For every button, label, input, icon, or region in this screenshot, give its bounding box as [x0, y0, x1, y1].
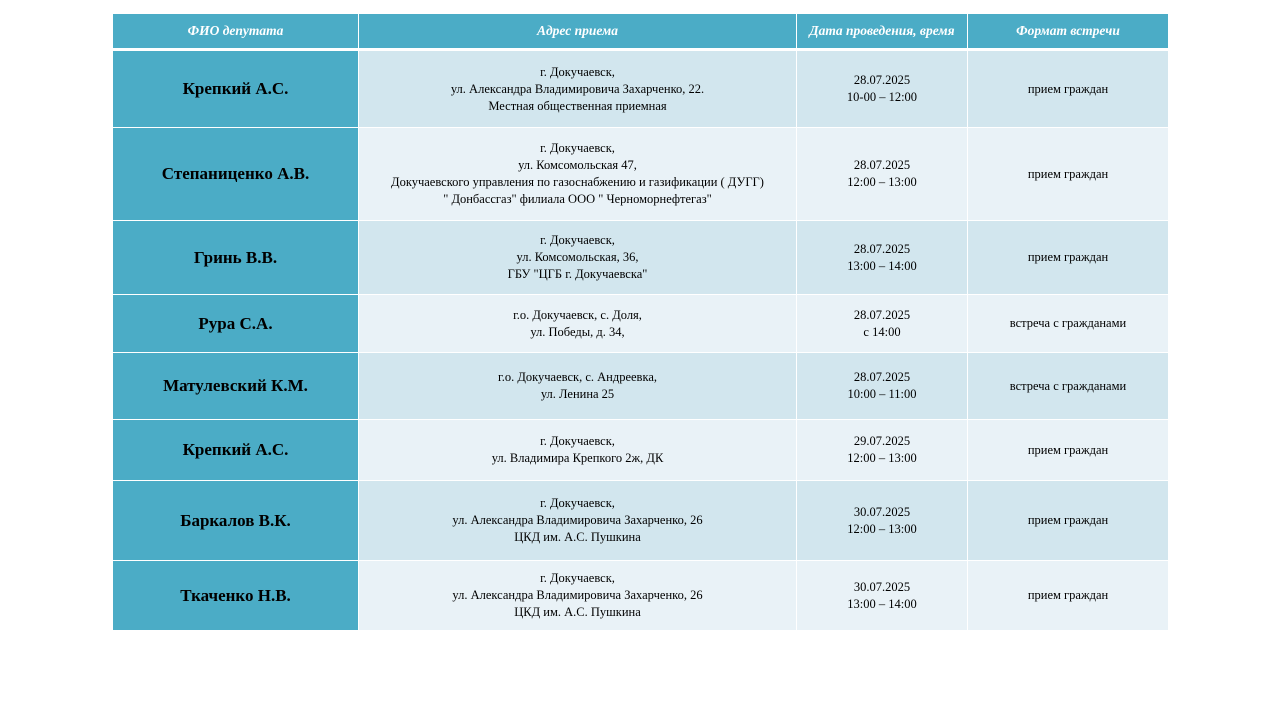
date-text: 28.07.2025	[853, 307, 911, 322]
date-text: 28.07.2025	[853, 158, 911, 172]
date-text: 30.07.2025	[853, 504, 911, 519]
table-row	[113, 128, 1169, 221]
datetime-cell	[797, 561, 968, 631]
table-row	[113, 420, 1169, 481]
datetime-cell	[797, 295, 968, 353]
address-cell	[359, 561, 797, 631]
datetime-cell	[797, 128, 968, 221]
address-line: ул. Победы, д. 34,	[530, 324, 625, 339]
address-line: ГБУ "ЦГБ г. Докучаевска"	[507, 267, 648, 281]
address-cell	[359, 295, 797, 353]
address-line: ул. Комсомольская, 36,	[516, 250, 639, 264]
address-line: ул. Ленина 25	[540, 387, 615, 401]
address-line: г. Докучаевск,	[540, 496, 615, 510]
header-format: Формат встречи	[968, 14, 1169, 50]
deputy-name: Степаниценко А.В.	[113, 128, 359, 221]
deputy-name: Рура С.А.	[113, 295, 359, 353]
deputy-name: Крепкий А.С.	[113, 50, 359, 128]
address-line: г. Докучаевск,	[540, 434, 615, 448]
address-line: г. Докучаевск,	[540, 64, 615, 79]
schedule-table	[112, 13, 1169, 631]
address-line: Местная общественная приемная	[488, 98, 667, 113]
datetime-cell	[797, 221, 968, 295]
address-line: ЦКД им. А.С. Пушкина	[514, 530, 641, 544]
time-text: 12:00 – 13:00	[847, 175, 917, 189]
address-line: г.о. Докучаевск, с. Андреевка,	[497, 370, 658, 384]
deputy-name: Гринь В.В.	[113, 221, 359, 295]
table-row	[113, 295, 1169, 353]
table-row	[113, 221, 1169, 295]
format-cell: прием граждан	[968, 420, 1169, 481]
address-cell	[359, 50, 797, 128]
time-text: 12:00 – 13:00	[847, 451, 917, 465]
deputy-name: Ткаченко Н.В.	[113, 561, 359, 631]
date-text: 28.07.2025	[853, 73, 911, 87]
deputy-name: Матулевский К.М.	[113, 353, 359, 420]
format-cell: встреча с гражданами	[968, 295, 1169, 353]
date-text: 28.07.2025	[853, 241, 911, 256]
header-datetime: Дата проведения, время	[797, 14, 968, 50]
deputy-name: Крепкий А.С.	[113, 420, 359, 481]
time-text: 13:00 – 14:00	[847, 258, 917, 273]
datetime-cell	[797, 50, 968, 128]
date-text: 30.07.2025	[853, 579, 911, 594]
address-line: г. Докучаевск,	[540, 233, 615, 247]
address-line: ул. Александра Владимировича Захарченко, 22.	[450, 81, 705, 96]
table-row	[113, 561, 1169, 631]
format-cell: прием граждан	[968, 128, 1169, 221]
address-cell	[359, 420, 797, 481]
address-cell	[359, 221, 797, 295]
table-row	[113, 481, 1169, 561]
format-cell: прием граждан	[968, 481, 1169, 561]
address-line: ул. Александра Владимировича Захарченко, 26	[452, 588, 703, 602]
time-text: 10:00 – 11:00	[847, 387, 917, 401]
address-line: г.о. Докучаевск, с. Доля,	[513, 307, 642, 322]
address-line: г. Докучаевск,	[540, 571, 615, 585]
address-cell	[359, 128, 797, 221]
address-line: ул. Александра Владимировича Захарченко, 26	[452, 513, 703, 527]
header-name: ФИО депутата	[113, 14, 359, 50]
datetime-cell	[797, 481, 968, 561]
address-cell	[359, 481, 797, 561]
address-cell	[359, 353, 797, 420]
format-cell: прием граждан	[968, 561, 1169, 631]
table-row	[113, 50, 1169, 128]
time-text: с 14:00	[863, 324, 901, 339]
format-cell: прием граждан	[968, 50, 1169, 128]
format-cell: встреча с гражданами	[968, 353, 1169, 420]
format-cell: прием граждан	[968, 221, 1169, 295]
table-header-row	[113, 14, 1169, 50]
deputy-name: Баркалов В.К.	[113, 481, 359, 561]
date-text: 29.07.2025	[853, 434, 911, 448]
address-line: Докучаевского управления по газоснабжению и газификации ( ДУГГ)	[391, 175, 764, 189]
header-address: Адрес приема	[359, 14, 797, 50]
address-line: ЦКД им. А.С. Пушкина	[514, 605, 641, 619]
time-text: 13:00 – 14:00	[847, 596, 917, 611]
time-text: 12:00 – 13:00	[847, 521, 917, 536]
datetime-cell	[797, 353, 968, 420]
date-text: 28.07.2025	[853, 370, 911, 384]
table-row	[113, 353, 1169, 420]
address-line: г. Докучаевск,	[540, 141, 615, 155]
address-line: ул. Комсомольская 47,	[518, 158, 637, 172]
time-text: 10-00 – 12:00	[846, 90, 918, 104]
datetime-cell	[797, 420, 968, 481]
address-line: ул. Владимира Крепкого 2ж, ДК	[491, 451, 664, 465]
address-line: " Донбассгаз" филиала ООО " Черноморнефтегаз"	[443, 192, 712, 206]
